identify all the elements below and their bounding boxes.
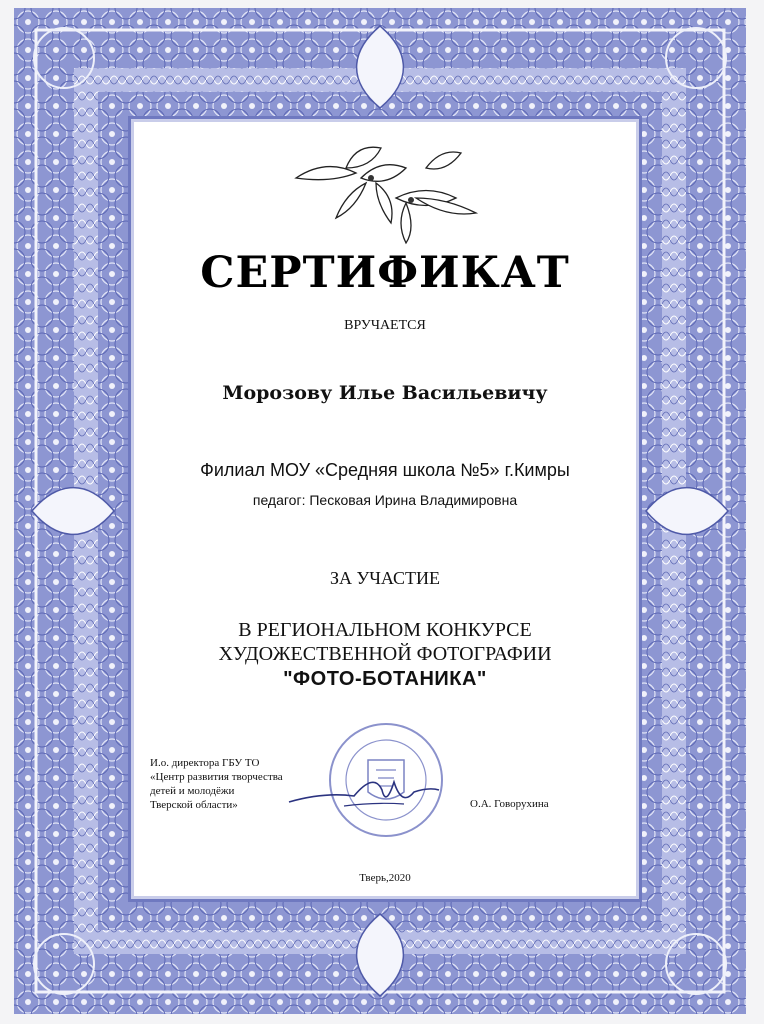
lily-flowers-icon [286,138,486,248]
contest-line-1: В РЕГИОНАЛЬНОМ КОНКУРСЕ [238,619,532,641]
contest-line-2: ХУДОЖЕСТВЕННОЙ ФОТОГРАФИИ [218,643,552,665]
signatory-line: Тверской области» [150,799,238,811]
for-participation-label: ЗА УЧАСТИЕ [329,568,441,588]
school-name: Филиал МОУ «Средняя школа №5» г.Кимры [200,460,570,480]
city-year: Тверь,2020 [359,872,411,884]
recipient-name: Морозову Илье Васильевичу [222,382,548,404]
signatory-line: детей и молодёжи [150,785,235,797]
teacher-name: педагог: Песковая Ирина Владимировна [252,492,518,508]
awarded-label: ВРУЧАЕТСЯ [344,318,426,333]
certificate-content-area [134,122,636,896]
signatory-title [150,756,310,812]
signatory-line: И.о. директора ГБУ ТО [150,757,260,769]
contest-name: "ФОТО-БОТАНИКА" [283,668,487,690]
director-name: О.А. Говорухина [470,798,549,810]
certificate-title: СЕРТИФИКАТ [200,248,570,298]
signatory-line: «Центр развития творчества [150,771,283,783]
